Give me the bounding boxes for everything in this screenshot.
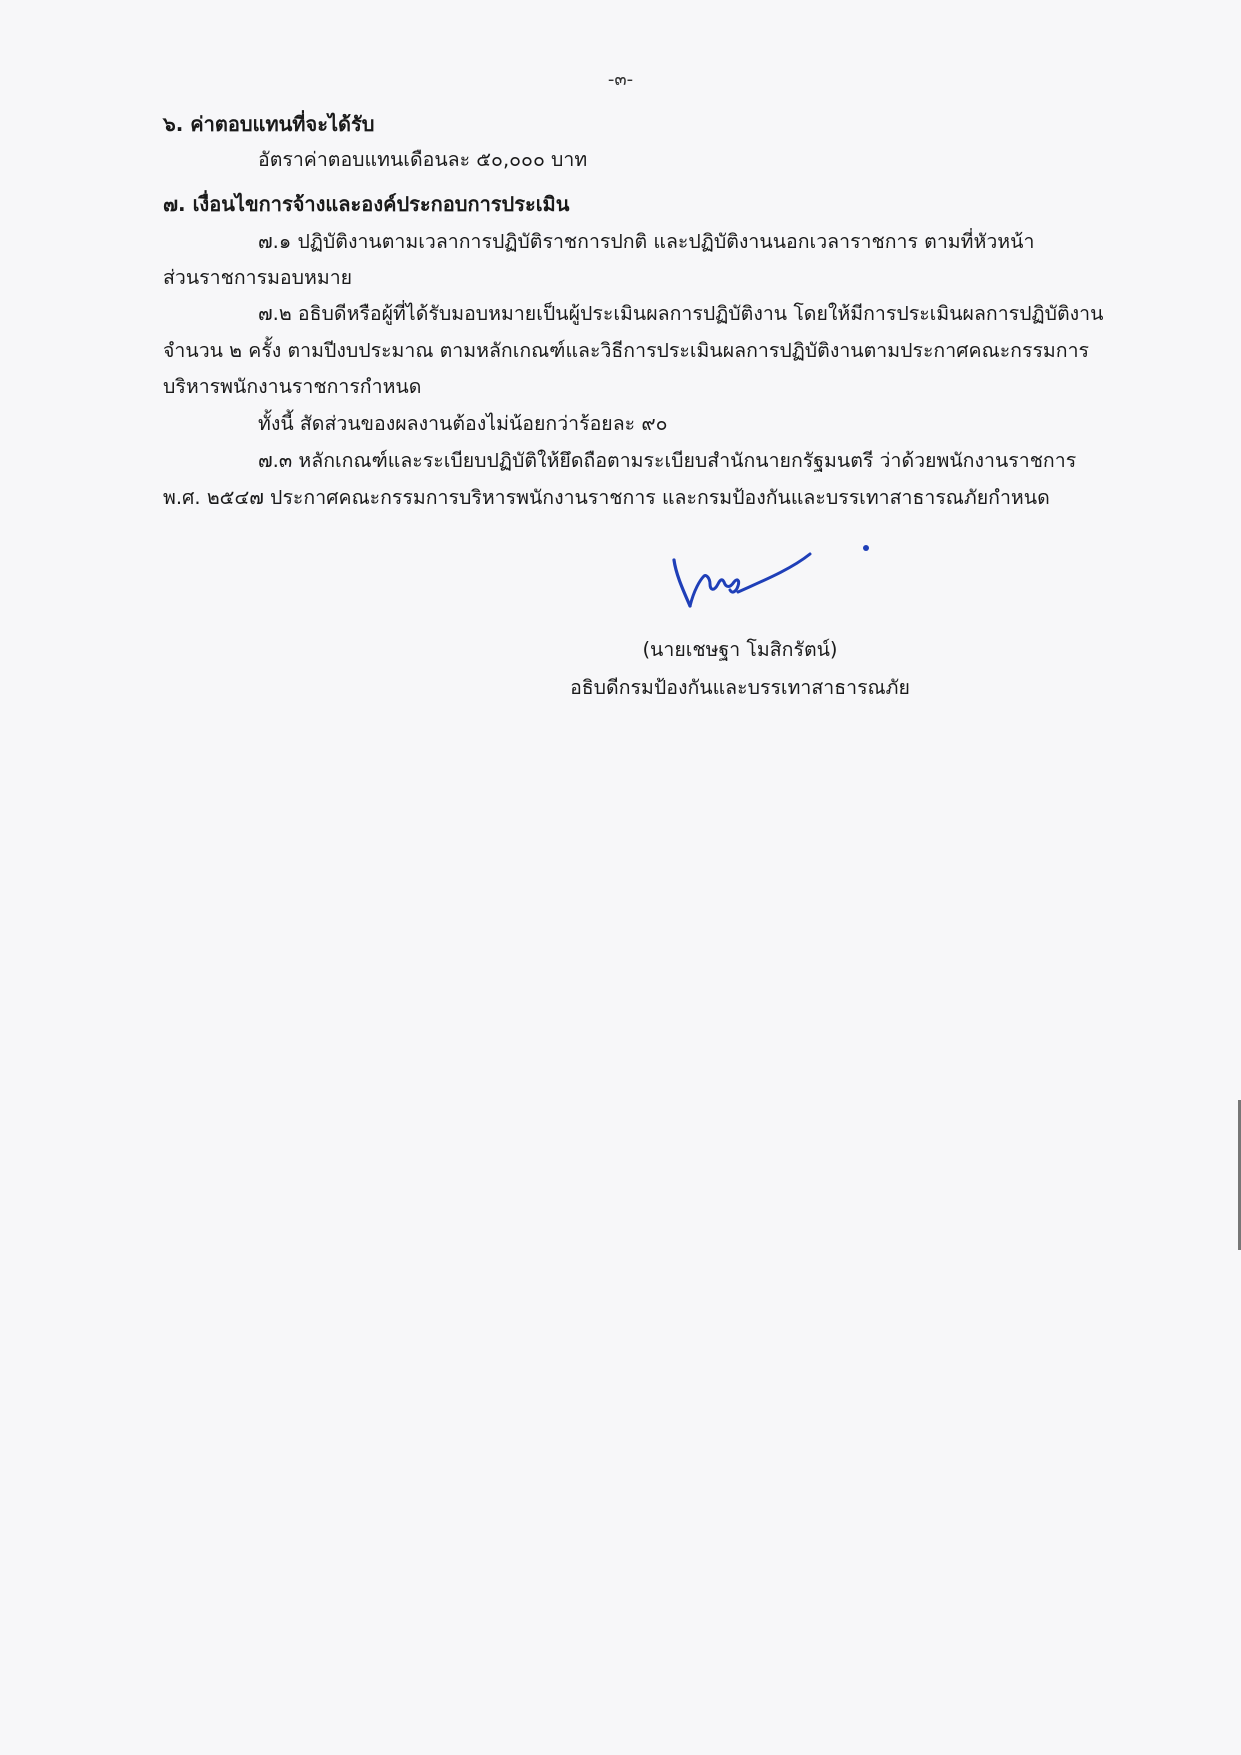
clause-7-3-line-1: ๗.๓ หลักเกณฑ์และระเบียบปฏิบัติให้ยึดถือตามระเบียบสำนักนายกรัฐมนตรี ว่าด้วยพนักงานราชการ bbox=[258, 449, 1077, 472]
signatory-name: (นายเชษฐา โมสิกรัตน์) bbox=[642, 638, 838, 661]
clause-7-3-line-2: พ.ศ. ๒๕๔๗ ประกาศคณะกรรมการบริหารพนักงานราชการ และกรมป้องกันและบรรเทาสาธารณภัยกำหนด bbox=[163, 486, 1050, 509]
clause-7-2-line-4: ทั้งนี้ สัดส่วนของผลงานต้องไม่น้อยกว่าร้อยละ ๙๐ bbox=[258, 412, 668, 435]
clause-7-1-line-1: ๗.๑ ปฏิบัติงานตามเวลาการปฏิบัติราชการปกติ และปฏิบัติงานนอกเวลาราชการ ตามที่หัวหน้า bbox=[258, 230, 1035, 253]
signatory-position: อธิบดีกรมป้องกันและบรรเทาสาธารณภัย bbox=[570, 676, 910, 699]
clause-7-2-line-2: จำนวน ๒ ครั้ง ตามปีงบประมาณ ตามหลักเกณฑ์และวิธีการประเมินผลการปฏิบัติงานตามประกาศคณะกรรมการ bbox=[163, 339, 1090, 362]
clause-7-1-line-2: ส่วนราชการมอบหมาย bbox=[163, 266, 353, 289]
clause-7-2-line-1: ๗.๒ อธิบดีหรือผู้ที่ได้รับมอบหมายเป็นผู้ประเมินผลการปฏิบัติงาน โดยให้มีการประเมินผลการปฏิบัติงาน bbox=[258, 302, 1104, 325]
section6-heading: ๖. ค่าตอบแทนที่จะได้รับ bbox=[163, 112, 375, 136]
section7-heading: ๗. เงื่อนไขการจ้างและองค์ประกอบการประเมิน bbox=[163, 192, 570, 216]
page-number: -๓- bbox=[607, 69, 634, 90]
handwritten-signature bbox=[660, 530, 880, 620]
clause-7-2-line-3: บริหารพนักงานราชการกำหนด bbox=[163, 375, 422, 398]
section6-rate-text: อัตราค่าตอบแทนเดือนละ ๕๐,๐๐๐ บาท bbox=[258, 148, 588, 171]
